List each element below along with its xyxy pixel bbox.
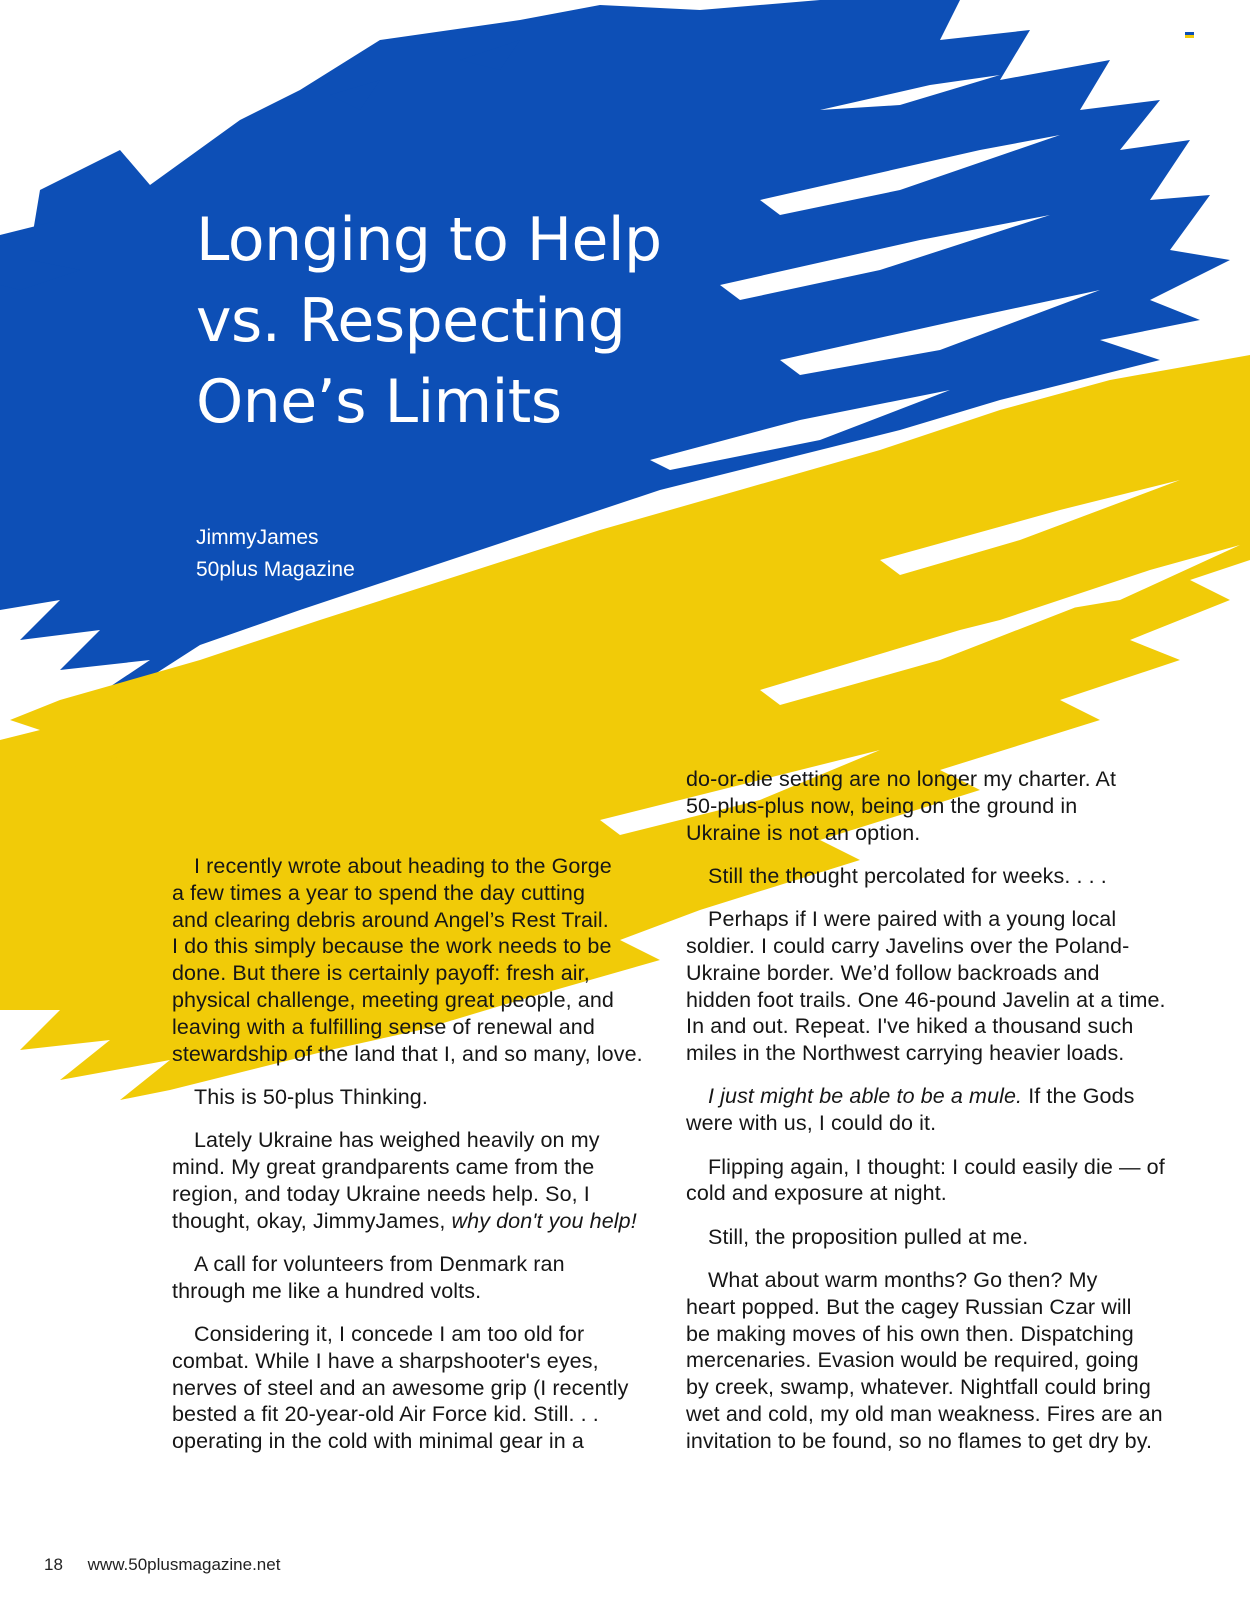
byline [196,522,355,586]
text-line: by creek, swamp, whatever. Nightfall could bring [686,1375,1151,1400]
text-line: soldier. I could carry Javelins over the Poland- [686,933,1130,958]
paragraph [172,853,662,1067]
text-line: Flipping again, I thought: I could easily die — of [708,1154,1165,1179]
text-line: Considering it, I concede I am too old for [194,1321,585,1346]
text-line: operating in the cold with minimal gear in a [172,1429,584,1454]
text-line: Ukraine border. We’d follow backroads and [686,960,1100,985]
article-column-right [686,766,1186,1471]
title-line: vs. Respecting [196,286,626,356]
paragraph [686,1267,1186,1455]
paragraph [172,1084,662,1111]
text-line: miles in the Northwest carrying heavier loads. [686,1041,1125,1066]
text-line: A call for volunteers from Denmark ran [194,1251,565,1276]
text-line: Lately Ukraine has weighed heavily on my [194,1128,600,1153]
article-column-left [172,853,662,1471]
text-line: cold and exposure at night. [686,1181,947,1206]
title-line: Longing to Help [196,205,662,275]
text-line: a few times a year to spend the day cutting [172,880,586,905]
paragraph [686,1154,1186,1208]
text-line: heart popped. But the cagey Russian Czar will [686,1294,1132,1319]
paragraph [686,1083,1186,1137]
text-line: What about warm months? Go then? My [708,1267,1098,1292]
text-line: and clearing debris around Angel’s Rest Trail. [172,907,609,932]
text-line: Still the thought percolated for weeks. . . . [708,863,1107,888]
website-url: www.50plusmagazine.net [87,1555,281,1574]
text-line: stewardship of the land that I, and so many, love. [172,1041,643,1066]
paragraph [172,1127,662,1234]
text-line: invitation to be found, so no flames to get dry by. [686,1428,1153,1453]
text-line: This is 50-plus Thinking. [194,1084,428,1109]
text-line: wet and cold, my old man weakness. Fires are an [686,1401,1163,1426]
title-line: One’s Limits [196,367,562,437]
italic-text: why don't you help! [451,1208,637,1233]
text-run: thought, okay, JimmyJames, [172,1208,452,1233]
text-line [686,1083,1186,1110]
paragraph [686,863,1186,890]
text-line: leaving with a fulfilling sense of renewal and [172,1014,595,1039]
text-line: I do this simply because the work needs to be [172,934,612,959]
text-line: Perhaps if I were paired with a young local [708,907,1117,932]
paragraph [686,906,1186,1067]
paragraph [172,1321,662,1455]
text-line: In and out. Repeat. I've hiked a thousand such [686,1014,1134,1039]
article-title [196,200,836,443]
text-line: nerves of steel and an awesome grip (I recently [172,1375,629,1400]
page-footer [44,1555,280,1575]
text-line: done. But there is certainly payoff: fresh air, [172,961,590,986]
text-line: 50-plus-plus now, being on the ground in [686,793,1078,818]
text-line: mercenaries. Evasion would be required, going [686,1348,1139,1373]
author-name: JimmyJames [196,526,319,549]
text-line [172,1208,662,1235]
italic-text: I just might be able to be a mule. [708,1084,1023,1109]
paragraph [686,766,1186,846]
text-line: hidden foot trails. One 46-pound Javelin at a time. [686,987,1166,1012]
text-line: I recently wrote about heading to the Gorge [194,854,612,878]
text-run: If the Gods [1022,1084,1135,1109]
text-line: bested a fit 20-year-old Air Force kid. Still. . . [172,1402,599,1427]
paragraph [172,1251,662,1305]
text-line: region, and today Ukraine needs help. So, I [172,1181,590,1206]
page-number: 18 [44,1555,63,1574]
text-line: through me like a hundred volts. [172,1278,482,1303]
paragraph [686,1224,1186,1251]
text-line: Ukraine is not an option. [686,820,921,845]
text-line: were with us, I could do it. [686,1111,937,1136]
text-line: mind. My great grandparents came from the [172,1154,595,1179]
text-line: do-or-die setting are no longer my charter. At [686,767,1117,791]
publication-name: 50plus Magazine [196,558,355,581]
text-line: physical challenge, meeting great people, and [172,987,614,1012]
text-line: be making moves of his own then. Dispatching [686,1321,1134,1346]
corner-color-mark [1185,32,1194,38]
text-line: Still, the proposition pulled at me. [708,1224,1029,1249]
text-line: combat. While I have a sharpshooter's eyes, [172,1348,599,1373]
